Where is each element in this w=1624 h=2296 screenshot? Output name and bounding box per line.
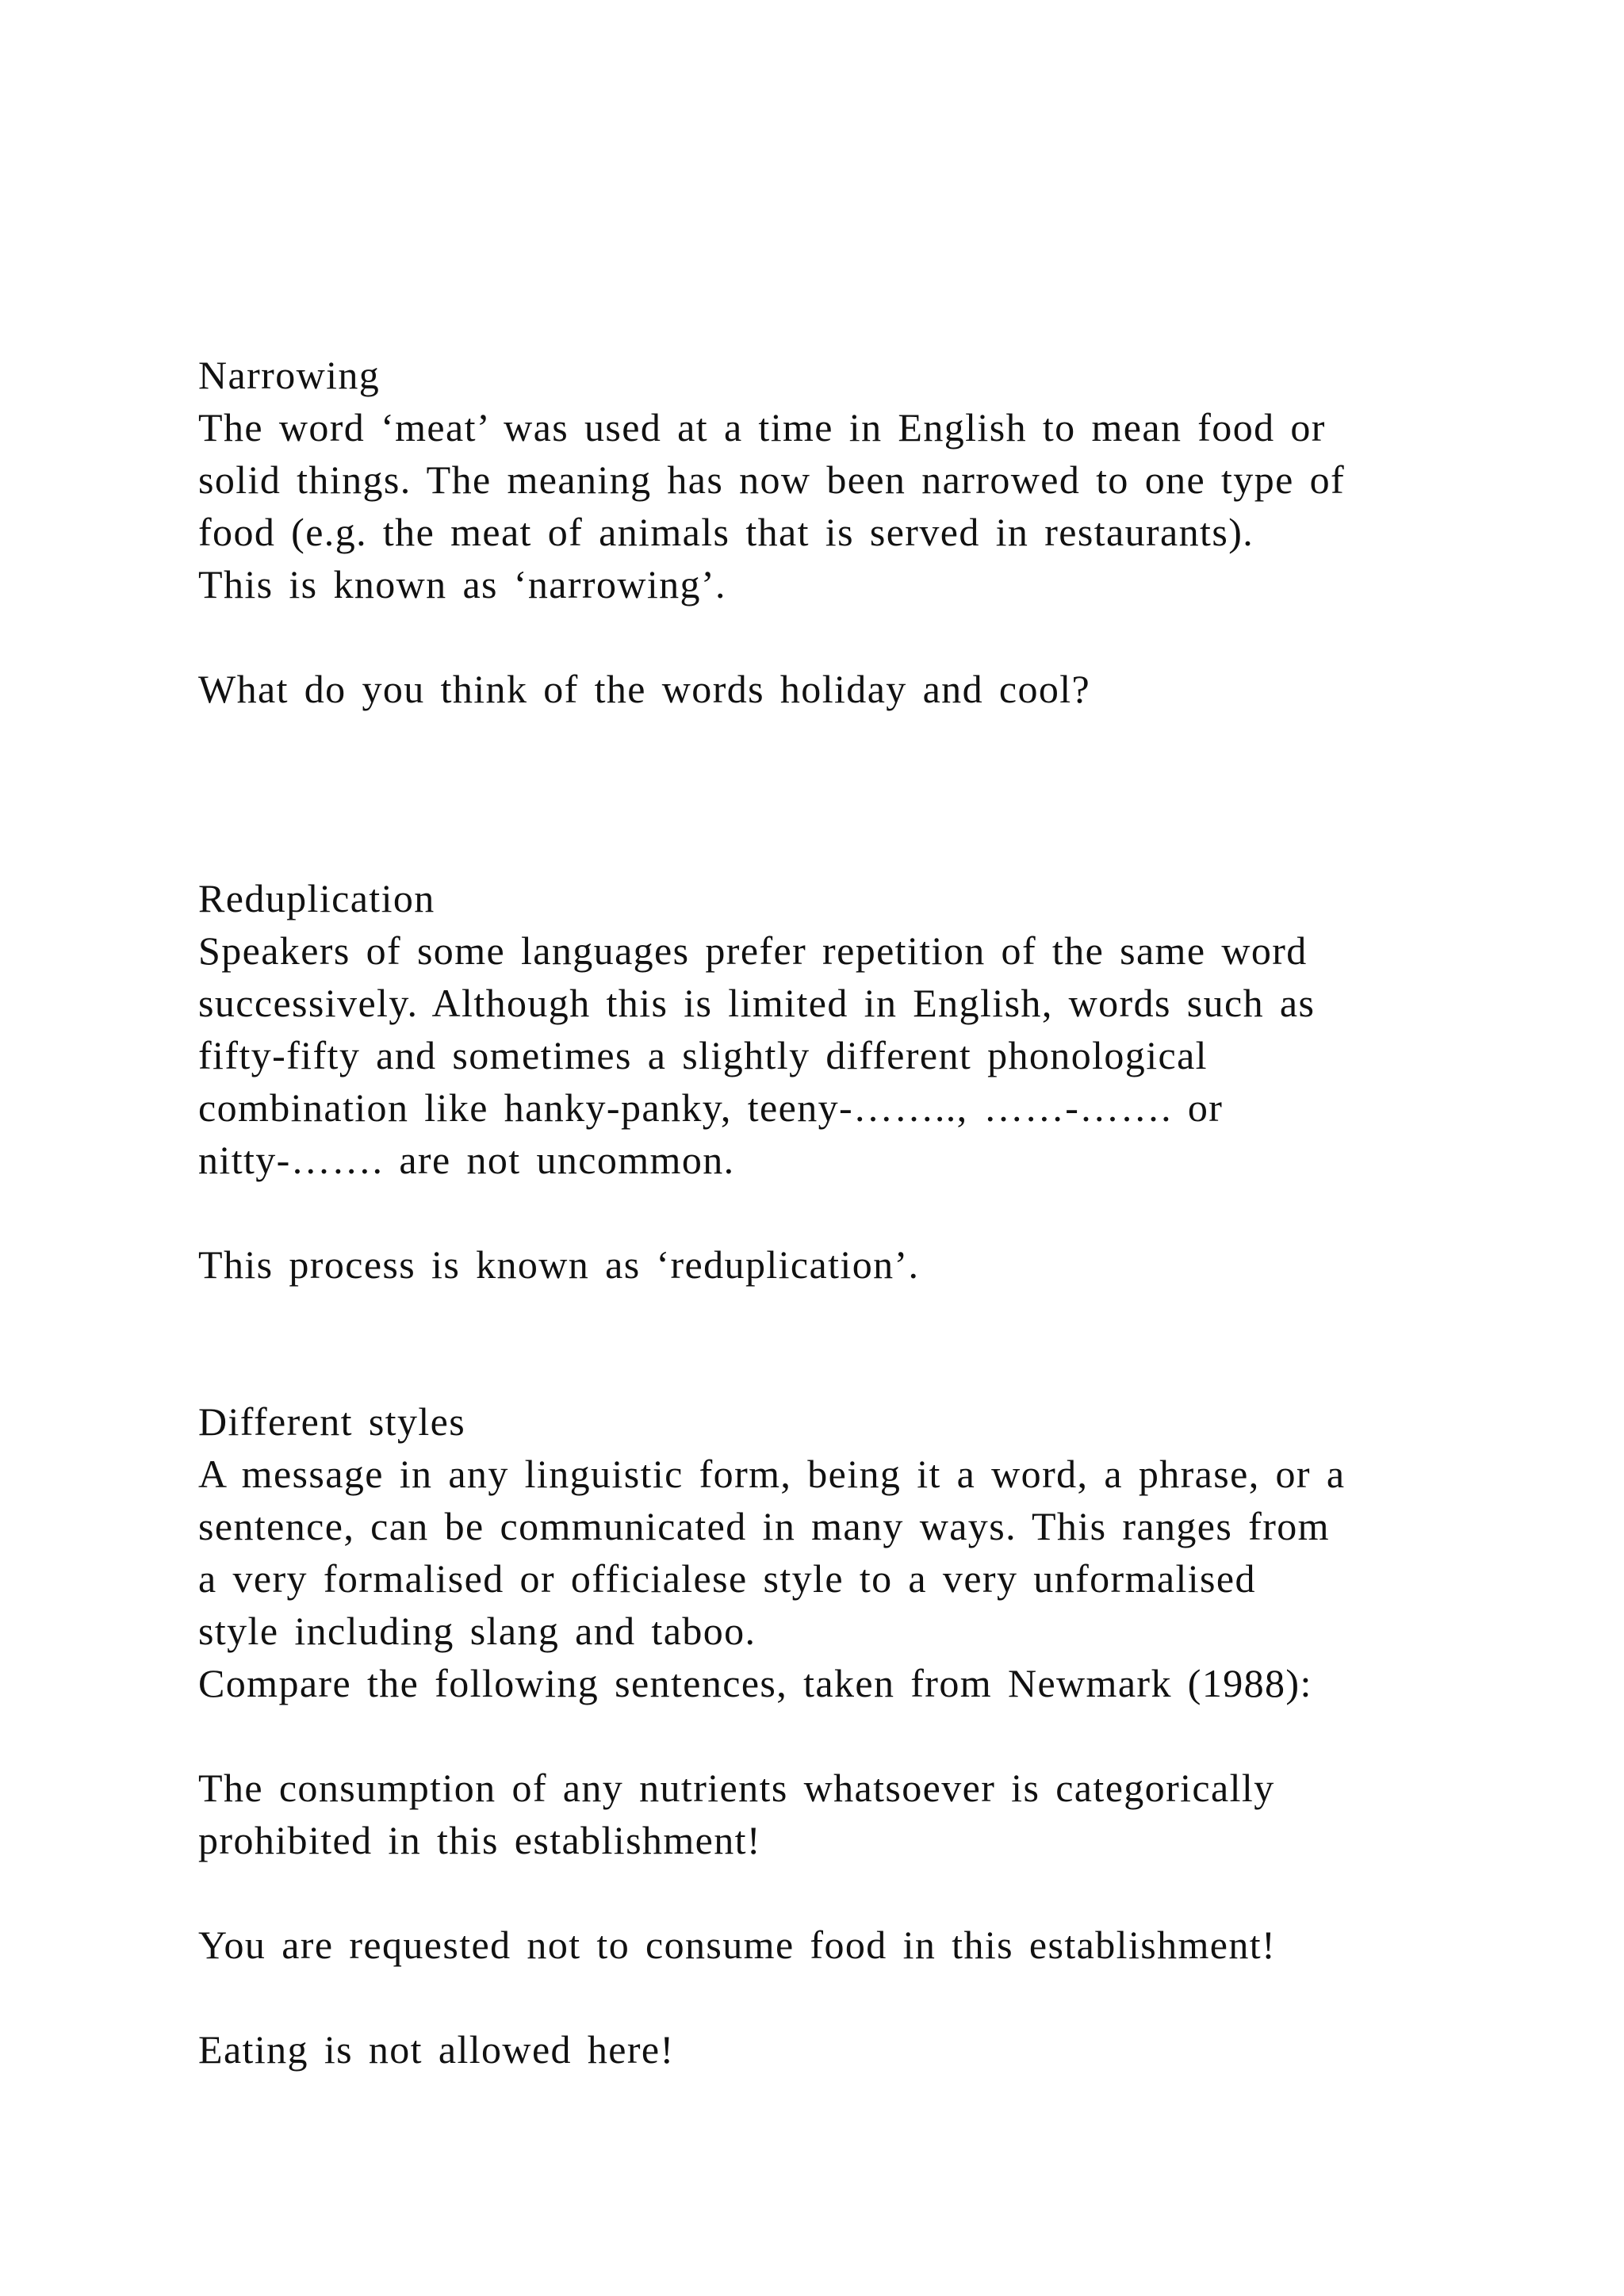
paragraph-line: style including slang and taboo. [198,1609,756,1653]
spacer [198,610,1499,663]
spacer [198,1709,1499,1762]
paragraph-line: A message in any linguistic form, being it a word, a phrase, or a [198,1452,1346,1496]
paragraph-line: The word ‘meat’ was used at a time in English to mean food or [198,405,1326,450]
spacer [198,1343,1499,1395]
paragraph-line: food (e.g. the meat of animals that is served in restaurants). [198,510,1254,554]
paragraph-line: a very formalised or officialese style to a very unformalised [198,1556,1256,1601]
spacer [198,1291,1499,1343]
note-text: This process is known as ‘reduplication’. [198,1242,920,1287]
spacer [198,715,1499,767]
section-heading: Reduplication [198,876,435,920]
spacer [198,1866,1499,1919]
paragraph-line: Speakers of some languages prefer repetition of the same word [198,928,1308,973]
example-sentence: The consumption of any nutrients whatsoever is categorically [198,1766,1275,1810]
section-heading: Narrowing [198,353,381,397]
section-reduplication [198,872,1499,1291]
section-different-styles [198,1395,1499,2076]
spacer [198,1971,1499,2023]
question-text: What do you think of the words holiday and cool? [198,667,1091,711]
section-heading: Different styles [198,1399,466,1444]
spacer [198,820,1499,872]
paragraph-line: combination like hanky-panky, teeny-…….., ……-……. or [198,1085,1224,1130]
paragraph-line: solid things. The meaning has now been narrowed to one type of [198,457,1346,502]
paragraph-line: Compare the following sentences, taken from Newmark (1988): [198,1661,1312,1705]
spacer [198,1186,1499,1238]
example-sentence: prohibited in this establishment! [198,1818,761,1862]
paragraph-line: fifty-fifty and sometimes a slightly different phonological [198,1033,1208,1077]
example-sentence: Eating is not allowed here! [198,2027,675,2072]
spacer [198,767,1499,820]
paragraph-line: sentence, can be communicated in many ways. This ranges from [198,1504,1330,1548]
paragraph-line: successively. Although this is limited in English, words such as [198,981,1316,1025]
document-body [198,349,1499,2076]
paragraph-line: This is known as ‘narrowing’. [198,562,726,607]
example-sentence: You are requested not to consume food in this establishment! [198,1923,1277,1967]
section-narrowing [198,349,1499,715]
paragraph-line: nitty-……. are not uncommon. [198,1138,735,1182]
